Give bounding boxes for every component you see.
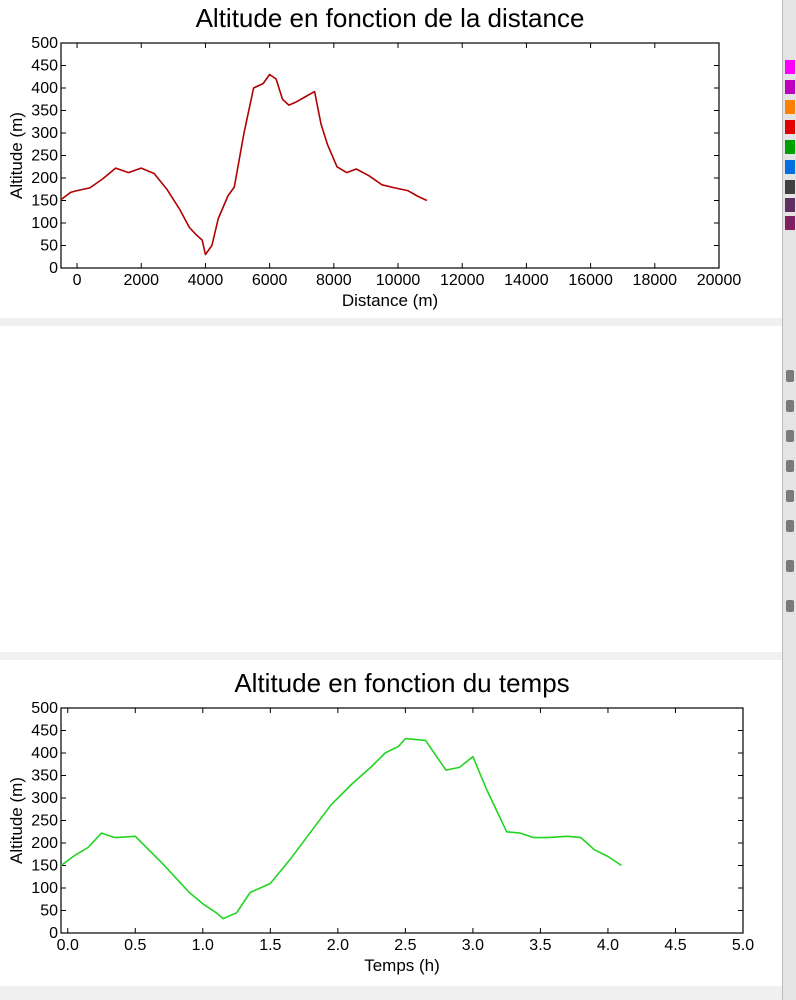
x-tick-label: 12000: [439, 272, 485, 289]
x-tick-label: 0: [72, 272, 82, 289]
tool-icon[interactable]: [786, 560, 794, 572]
series-line-altitude: [61, 739, 622, 919]
y-axis-label: Altitude (m): [7, 112, 26, 199]
x-tick-label: 2.0: [326, 937, 349, 954]
y-tick-label: 150: [31, 857, 58, 875]
x-tick-label: 0.0: [56, 937, 79, 954]
y-tick-label: 300: [31, 790, 58, 807]
x-tick-label: 16000: [568, 272, 613, 289]
y-tick-label: 150: [31, 192, 58, 210]
color-swatch[interactable]: [785, 120, 795, 134]
chart-title: Altitude en fonction du temps: [234, 668, 570, 698]
y-tick-label: 350: [31, 767, 58, 785]
x-tick-label: 8000: [316, 272, 352, 289]
x-tick-label: 1.5: [259, 937, 282, 954]
y-tick-label: 50: [40, 237, 58, 255]
y-tick-label: 450: [31, 722, 58, 740]
color-swatch[interactable]: [785, 216, 795, 230]
y-tick-label: 500: [31, 35, 58, 52]
y-tick-label: 300: [31, 125, 58, 142]
x-tick-label: 14000: [504, 272, 549, 289]
y-tick-label: 250: [31, 147, 58, 165]
y-tick-label: 400: [31, 745, 58, 762]
tool-icon[interactable]: [786, 490, 794, 502]
color-swatch[interactable]: [785, 100, 795, 114]
y-tick-label: 200: [31, 170, 58, 187]
x-tick-label: 5.0: [731, 937, 755, 954]
x-axis-label: Distance (m): [341, 291, 439, 310]
x-tick-label: 4.5: [664, 937, 687, 954]
y-tick-label: 100: [31, 880, 58, 897]
tool-icon[interactable]: [786, 400, 794, 412]
chart-panel-distance-time: [0, 326, 782, 652]
chart-panel-altitude-time: [0, 660, 782, 986]
plot-frame: [61, 43, 719, 268]
y-tick-label: 200: [31, 835, 58, 852]
color-swatch[interactable]: [785, 140, 795, 154]
x-tick-label: 4000: [187, 272, 224, 289]
color-swatch[interactable]: [785, 80, 795, 94]
y-tick-label: 50: [40, 902, 58, 920]
x-tick-label: 4.0: [596, 937, 620, 954]
chart-altitude-time: [0, 660, 782, 986]
tool-icon[interactable]: [786, 520, 794, 532]
chart-distance-time: [0, 326, 782, 652]
x-tick-label: 1.0: [191, 937, 214, 954]
color-swatch[interactable]: [785, 180, 795, 194]
x-tick-label: 3.5: [529, 937, 552, 954]
y-tick-label: 500: [31, 700, 58, 717]
y-tick-label: 450: [31, 57, 58, 75]
y-tick-label: 250: [31, 812, 58, 830]
color-swatch[interactable]: [785, 60, 795, 74]
x-tick-label: 6000: [251, 272, 288, 289]
tool-icon[interactable]: [786, 370, 794, 382]
x-tick-label: 0.5: [124, 937, 147, 954]
y-tick-label: 400: [31, 80, 58, 97]
x-tick-label: 2.5: [394, 937, 417, 954]
color-swatch[interactable]: [785, 198, 795, 212]
y-axis-label: Altitude (m): [7, 777, 26, 864]
x-tick-label: 10000: [375, 272, 421, 289]
y-tick-label: 0: [49, 260, 58, 277]
x-tick-label: 3.0: [461, 937, 485, 954]
y-tick-label: 350: [31, 102, 58, 120]
side-toolbar: [782, 0, 796, 1000]
x-tick-label: 20000: [696, 272, 742, 289]
x-tick-label: 2000: [123, 272, 160, 289]
y-tick-label: 100: [31, 215, 58, 232]
chart-panel-altitude-distance: [0, 0, 782, 318]
y-tick-label: 0: [49, 925, 58, 942]
color-swatch[interactable]: [785, 160, 795, 174]
tool-icon[interactable]: [786, 600, 794, 612]
series-line-altitude: [61, 75, 427, 255]
chart-altitude-distance: [0, 0, 782, 318]
tool-icon[interactable]: [786, 430, 794, 442]
tool-icon[interactable]: [786, 460, 794, 472]
x-axis-label: Temps (h): [364, 956, 440, 975]
x-tick-label: 18000: [632, 272, 678, 289]
chart-title: Altitude en fonction de la distance: [195, 3, 585, 33]
